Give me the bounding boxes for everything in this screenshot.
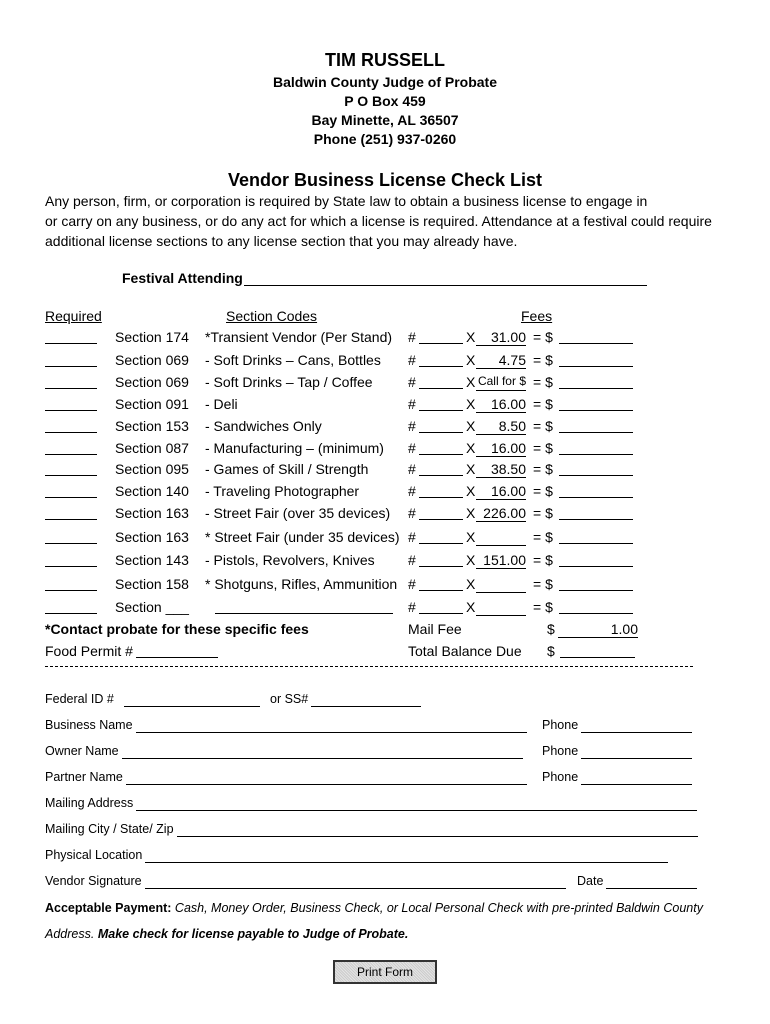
phone-label: Phone: [542, 744, 579, 758]
section-description: * Street Fair (under 35 devices): [205, 529, 400, 545]
required-field[interactable]: [45, 576, 97, 591]
times-label: X: [466, 599, 476, 615]
fee-value: 4.75: [476, 352, 526, 369]
col-required: Required: [45, 308, 102, 324]
fee-value: 226.00: [476, 505, 526, 522]
fee-value: [476, 529, 526, 546]
amount-field[interactable]: [559, 505, 633, 520]
festival-label: Festival Attending: [122, 270, 243, 286]
quantity-field[interactable]: [419, 505, 463, 520]
federal-id-field[interactable]: [124, 692, 260, 707]
equals-dollar: = $: [533, 576, 553, 592]
owner-row: [45, 744, 523, 759]
date-field[interactable]: [606, 874, 697, 889]
fee-value: 16.00: [476, 483, 526, 500]
section-description: - Manufacturing – (minimum): [205, 440, 384, 456]
section-description: - Games of Skill / Strength: [205, 461, 369, 477]
section-number: Section 091: [115, 396, 189, 412]
owner-field[interactable]: [122, 744, 523, 759]
total-field[interactable]: [560, 643, 635, 658]
times-label: X: [466, 552, 476, 568]
equals-dollar: = $: [533, 374, 553, 390]
section-number: Section 095: [115, 461, 189, 477]
partner-row: [45, 770, 527, 785]
intro-line: Any person, firm, or corporation is required by State law to obtain a business license to engage in: [45, 193, 648, 209]
header-name: TIM RUSSELL: [325, 50, 445, 70]
times-label: X: [466, 418, 476, 434]
equals-dollar: = $: [533, 329, 553, 345]
quantity-field[interactable]: [419, 483, 463, 498]
quantity-field[interactable]: [419, 418, 463, 433]
phone-label: Phone: [542, 718, 579, 732]
fee-value: [476, 599, 526, 616]
fee-value: 38.50: [476, 461, 526, 478]
phone-row: [542, 744, 692, 759]
section-number: Section 069: [115, 374, 189, 390]
fee-value: Call for $: [476, 374, 526, 391]
signature-row: [45, 874, 566, 889]
amount-field[interactable]: [559, 483, 633, 498]
phone-row: [542, 718, 692, 733]
section-description: - Sandwiches Only: [205, 418, 322, 434]
physical-label: Physical Location: [45, 848, 143, 862]
fee-value: 8.50: [476, 418, 526, 435]
equals-dollar: = $: [533, 418, 553, 434]
city-row: [45, 822, 698, 837]
equals-dollar: = $: [533, 483, 553, 499]
phone-field[interactable]: [581, 718, 692, 733]
phone-field[interactable]: [581, 770, 692, 785]
section-number: Section 153: [115, 418, 189, 434]
quantity-field[interactable]: [419, 552, 463, 567]
amount-field[interactable]: [559, 461, 633, 476]
section-description: - Soft Drinks – Cans, Bottles: [205, 352, 381, 368]
hash-label: #: [408, 529, 416, 545]
quantity-field[interactable]: [419, 352, 463, 367]
quantity-field[interactable]: [419, 440, 463, 455]
hash-label: #: [408, 352, 416, 368]
section-description: - Street Fair (over 35 devices): [205, 505, 391, 521]
business-label: Business Name: [45, 718, 133, 732]
city-field[interactable]: [177, 822, 698, 837]
hash-label: #: [408, 505, 416, 521]
header-office: Baldwin County Judge of Probate: [272, 74, 497, 90]
col-codes: Section Codes: [226, 308, 318, 324]
col-fees: Fees: [521, 308, 553, 324]
header-phone: Phone (251) 937-0260: [313, 131, 457, 147]
quantity-field[interactable]: [419, 529, 463, 544]
partner-field[interactable]: [126, 770, 527, 785]
total-dollar: $: [547, 643, 555, 659]
business-row: [45, 718, 527, 733]
amount-field[interactable]: [559, 396, 633, 411]
section-description: * Shotguns, Rifles, Ammunition: [205, 576, 398, 592]
section-number: Section 163: [115, 529, 189, 545]
mail-fee-label: Mail Fee: [408, 621, 462, 637]
section-description: - Traveling Photographer: [205, 483, 360, 499]
intro-line: or carry on any business, or do any act for which a license is required. Attendance at a festival could require: [45, 213, 712, 229]
equals-dollar: = $: [533, 352, 553, 368]
required-field[interactable]: [45, 329, 97, 344]
required-field[interactable]: [45, 483, 97, 498]
section-number: Section 158: [115, 576, 189, 592]
section-number: Section 174: [115, 329, 189, 345]
times-label: X: [466, 329, 476, 345]
page-title: Vendor Business License Check List: [227, 170, 543, 190]
equals-dollar: = $: [533, 505, 553, 521]
mail-fee-dollar: $: [547, 621, 555, 637]
fee-value: 31.00: [476, 329, 526, 346]
amount-field[interactable]: [559, 576, 633, 591]
amount-field[interactable]: [559, 374, 633, 389]
quantity-field[interactable]: [419, 374, 463, 389]
equals-dollar: = $: [533, 461, 553, 477]
times-label: X: [466, 396, 476, 412]
intro-line: additional license sections to any license section that you may already have.: [45, 233, 518, 249]
required-field[interactable]: [45, 529, 97, 544]
date-row: [577, 874, 697, 889]
required-field[interactable]: [45, 396, 97, 411]
phone-label: Phone: [542, 770, 579, 784]
hash-label: #: [408, 461, 416, 477]
hash-label: #: [408, 599, 416, 615]
food-permit-field[interactable]: [136, 643, 218, 658]
city-label: Mailing City / State/ Zip: [45, 822, 174, 836]
payment-line-2: [45, 927, 408, 941]
phone-field[interactable]: [581, 744, 692, 759]
equals-dollar: = $: [533, 440, 553, 456]
amount-field[interactable]: [559, 418, 633, 433]
amount-field[interactable]: [559, 352, 633, 367]
quantity-field[interactable]: [419, 396, 463, 411]
times-label: X: [466, 352, 476, 368]
hash-label: #: [408, 576, 416, 592]
payment-payable: Make check for license payable to Judge of Probate.: [97, 927, 409, 941]
contact-note: *Contact probate for these specific fees: [45, 621, 309, 637]
quantity-field[interactable]: [419, 576, 463, 591]
physical-row: [45, 848, 668, 863]
required-field[interactable]: [45, 374, 97, 389]
phone-row: [542, 770, 692, 785]
times-label: X: [466, 483, 476, 499]
ss-label: or SS#: [270, 692, 309, 706]
festival-field[interactable]: [244, 270, 647, 286]
times-label: X: [466, 505, 476, 521]
equals-dollar: = $: [533, 552, 553, 568]
times-label: X: [466, 529, 476, 545]
payment-text: Cash, Money Order, Business Check, or Local Personal Check with pre-printed Baldwin County: [174, 901, 703, 915]
section-description: - Deli: [205, 396, 238, 412]
section-description: - Pistols, Revolvers, Knives: [205, 552, 375, 568]
required-field[interactable]: [45, 552, 97, 567]
header-box: P O Box 459: [344, 93, 426, 109]
mailing-row: [45, 796, 697, 811]
hash-label: #: [408, 440, 416, 456]
quantity-field[interactable]: [419, 329, 463, 344]
owner-label: Owner Name: [45, 744, 119, 758]
quantity-field[interactable]: [419, 599, 463, 614]
fee-value: 16.00: [476, 440, 526, 457]
section-number: Section ___: [115, 599, 189, 615]
section-description: - Soft Drinks – Tap / Coffee: [205, 374, 373, 390]
payment-label: Acceptable Payment:: [45, 901, 172, 915]
required-field[interactable]: [45, 599, 97, 614]
food-permit-label: Food Permit #: [45, 643, 133, 659]
section-number: Section 069: [115, 352, 189, 368]
custom-section-field[interactable]: [215, 599, 393, 614]
section-number: Section 087: [115, 440, 189, 456]
equals-dollar: = $: [533, 396, 553, 412]
total-label: Total Balance Due: [408, 643, 522, 659]
mailing-field[interactable]: [136, 796, 697, 811]
hash-label: #: [408, 418, 416, 434]
partner-label: Partner Name: [45, 770, 123, 784]
hash-label: #: [408, 483, 416, 499]
amount-field[interactable]: [559, 599, 633, 614]
amount-field[interactable]: [559, 552, 633, 567]
section-number: Section 140: [115, 483, 189, 499]
times-label: X: [466, 461, 476, 477]
hash-label: #: [408, 374, 416, 390]
date-label: Date: [577, 874, 604, 888]
signature-label: Vendor Signature: [45, 874, 142, 888]
times-label: X: [466, 576, 476, 592]
times-label: X: [466, 374, 476, 390]
amount-field[interactable]: [559, 440, 633, 455]
payment-address: Address.: [45, 927, 95, 941]
fee-value: 151.00: [476, 552, 526, 569]
section-description: *Transient Vendor (Per Stand): [205, 329, 393, 345]
physical-field[interactable]: [145, 848, 668, 863]
times-label: X: [466, 440, 476, 456]
signature-field[interactable]: [145, 874, 566, 889]
equals-dollar: = $: [533, 599, 553, 615]
print-form-button[interactable]: Print Form: [333, 960, 437, 984]
payment-line: [45, 901, 703, 915]
required-field[interactable]: [45, 440, 97, 455]
header-city: Bay Minette, AL 36507: [311, 112, 459, 128]
equals-dollar: = $: [533, 529, 553, 545]
quantity-field[interactable]: [419, 461, 463, 476]
hash-label: #: [408, 329, 416, 345]
mail-fee-value: 1.00: [558, 621, 638, 638]
section-number: Section 163: [115, 505, 189, 521]
federal-id-label: Federal ID #: [45, 692, 114, 706]
fee-value: 16.00: [476, 396, 526, 413]
required-field[interactable]: [45, 505, 97, 520]
required-field[interactable]: [45, 461, 97, 476]
amount-field[interactable]: [559, 529, 633, 544]
hash-label: #: [408, 552, 416, 568]
fee-value: [476, 576, 526, 593]
required-field[interactable]: [45, 352, 97, 367]
hash-label: #: [408, 396, 416, 412]
section-number: Section 143: [115, 552, 189, 568]
divider: [45, 666, 693, 667]
business-field[interactable]: [136, 718, 527, 733]
ss-field[interactable]: [311, 692, 421, 707]
mailing-label: Mailing Address: [45, 796, 134, 810]
amount-field[interactable]: [559, 329, 633, 344]
required-field[interactable]: [45, 418, 97, 433]
